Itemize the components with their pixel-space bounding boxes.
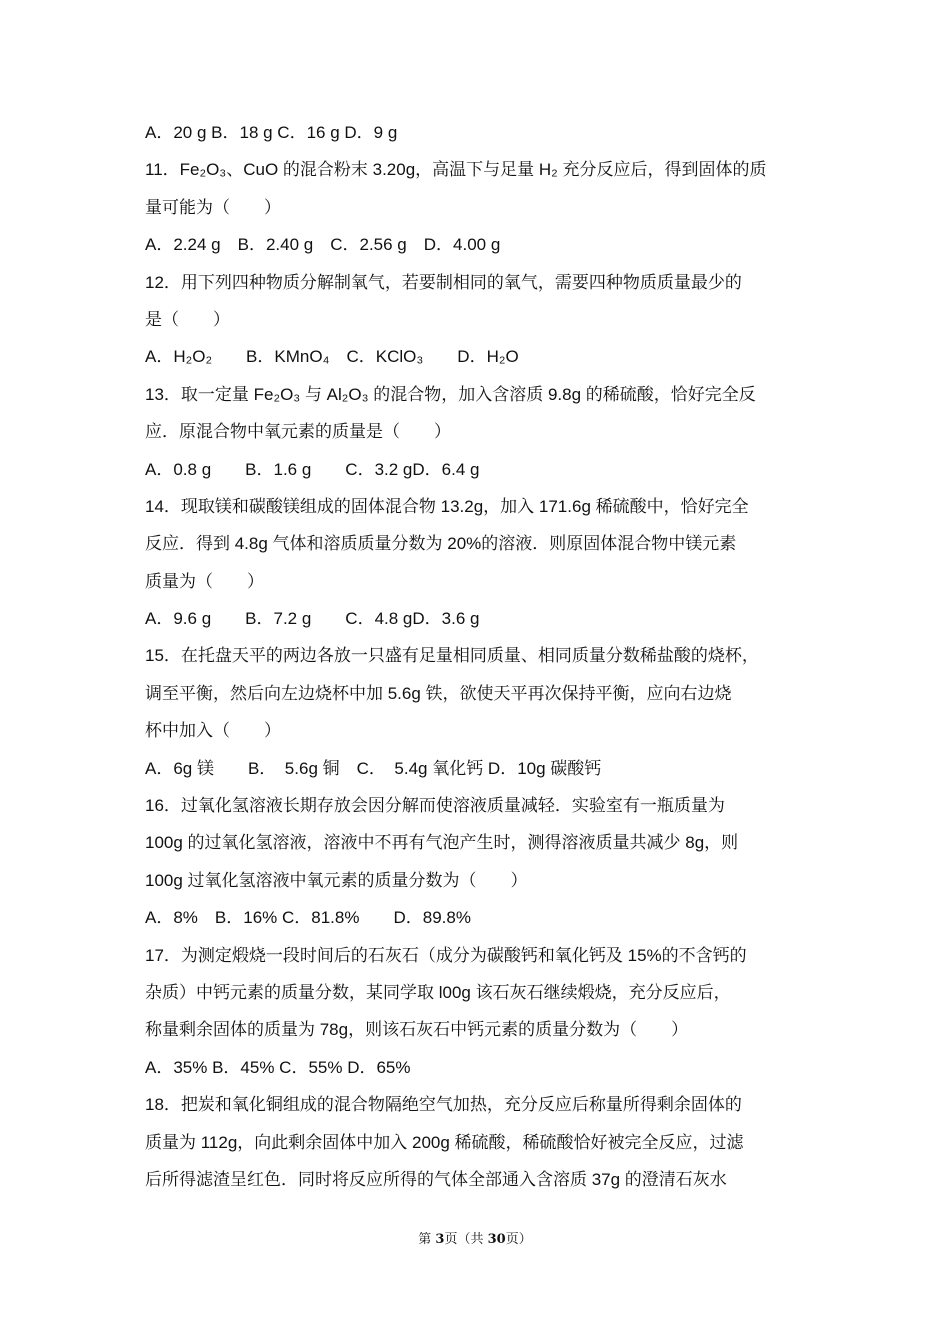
current-page-number: 3 xyxy=(435,1232,445,1247)
total-page-number: 30 xyxy=(487,1232,506,1247)
text-line: 12．用下列四种物质分解制氧气，若要制相同的氧气，需要四种物质质量最少的 xyxy=(145,272,742,292)
footer-prefix: 第 xyxy=(418,1232,436,1247)
question-text-block xyxy=(145,114,810,1198)
text-line: 11．Fe₂O₃、CuO 的混合粉末 3.20g，高温下与足量 H₂ 充分反应后，得到固体的质 xyxy=(145,160,767,180)
text-line: 后所得滤渣呈红色．同时将反应所得的气体全部通入含溶质 37g 的澄清石灰水 xyxy=(145,1169,727,1189)
text-line: 16．过氧化氢溶液长期存放会因分解而使溶液质量减轻．实验室有一瓶质量为 xyxy=(145,796,725,816)
text-line: A．20 g B．18 g C．16 g D．9 g xyxy=(145,123,398,142)
text-line: A．9.6 g B．7.2 g C．4.8 gD．3.6 g xyxy=(145,609,480,629)
text-line: 100g 的过氧化氢溶液，溶液中不再有气泡产生时，测得溶液质量共减少 8g，则 xyxy=(145,833,739,853)
text-line: 14．现取镁和碳酸镁组成的固体混合物 13.2g，加入 171.6g 稀硫酸中，恰好完全 xyxy=(145,496,749,516)
footer-middle: 页（共 xyxy=(444,1232,488,1247)
text-line: A．6g 镁 B． 5.6g 铜 C． 5.4g 氧化钙 D．10g 碳酸钙 xyxy=(145,758,602,778)
text-line: 反应．得到 4.8g 气体和溶质质量分数为 20%的溶液．则原固体混合物中镁元素 xyxy=(145,534,737,554)
text-line: 杂质）中钙元素的质量分数，某同学取 l00g 该石灰石继续煅烧，充分反应后， xyxy=(145,982,731,1002)
text-line: A．2.24 g B．2.40 g C．2.56 g D．4.00 g xyxy=(145,235,501,255)
text-line: 质量为 112g，向此剩余固体中加入 200g 稀硫酸，稀硫酸恰好被完全反应，过滤 xyxy=(145,1132,744,1152)
text-line: A．0.8 g B．1.6 g C．3.2 gD．6.4 g xyxy=(145,459,480,479)
text-line: 量可能为（ ） xyxy=(145,197,281,217)
text-line: 100g 过氧化氢溶液中氧元素的质量分数为（ ） xyxy=(145,870,528,890)
footer-suffix: 页） xyxy=(505,1232,532,1247)
text-line: A．H₂O₂ B．KMnO₄ C．KClO₃ D．H₂O xyxy=(145,347,519,367)
text-line: 杯中加入（ ） xyxy=(145,721,281,741)
text-line: 17．为测定煅烧一段时间后的石灰石（成分为碳酸钙和氧化钙及 15%的不含钙的 xyxy=(145,945,747,965)
text-line: 18．把炭和氧化铜组成的混合物隔绝空气加热，充分反应后称量所得剩余固体的 xyxy=(145,1095,742,1115)
text-line: 是（ ） xyxy=(145,309,230,329)
text-line: A．35% B．45% C．55% D．65% xyxy=(145,1057,411,1077)
page-footer xyxy=(0,1228,950,1247)
text-line: A．8% B．16% C．81.8% D．89.8% xyxy=(145,908,471,928)
text-line: 质量为（ ） xyxy=(145,571,264,591)
text-line: 调至平衡，然后向左边烧杯中加 5.6g 铁，欲使天平再次保持平衡，应向右边烧 xyxy=(145,683,732,703)
text-line: 应．原混合物中氧元素的质量是（ ） xyxy=(145,422,451,442)
text-line: 15．在托盘天平的两边各放一只盛有足量相同质量、相同质量分数稀盐酸的烧杯， xyxy=(145,646,759,666)
text-line: 13．取一定量 Fe₂O₃ 与 Al₂O₃ 的混合物，加入含溶质 9.8g 的稀硫酸，恰好完全反 xyxy=(145,384,756,404)
text-line: 称量剩余固体的质量为 78g，则该石灰石中钙元素的质量分数为（ ） xyxy=(145,1020,689,1040)
